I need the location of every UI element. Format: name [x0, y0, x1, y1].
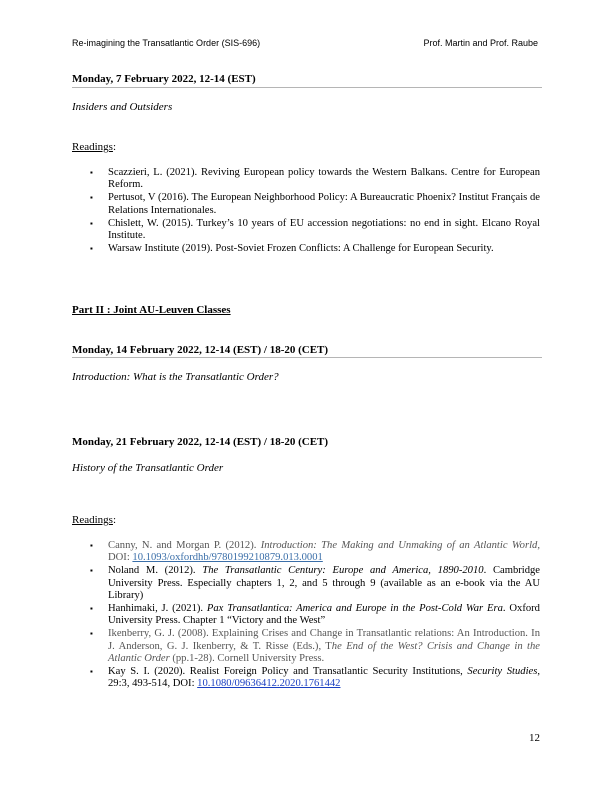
bullet-icon: ▪ [90, 244, 93, 254]
list-item [72, 565, 540, 602]
header-course-title: Re-imagining the Transatlantic Order (SIS-696) [72, 38, 261, 48]
reading-text: Pertusot, V (2016). The European Neighborhood Policy: A Bureaucratic Phoenix? Institut Français de Relations Internationales. [108, 192, 540, 216]
reading-list [72, 540, 540, 691]
reading-text: Warsaw Institute (2019). Post-Soviet Frozen Conflicts: A Challenge for European Security. [108, 243, 494, 255]
session-date-heading: Monday, 7 February 2022, 12-14 (EST) [72, 73, 256, 85]
reading-details: . Cambridge University Press. Especially chapters 1, 2, and 5 through 9 (available as an e-book via the AU Library) [108, 565, 541, 601]
reading-list [72, 167, 540, 256]
list-item [72, 218, 540, 242]
heading-rule [72, 357, 542, 358]
readings-colon: : [112, 514, 117, 526]
reading-author: Hanhimaki, J. (2021). [108, 603, 207, 615]
bullet-icon: ▪ [90, 168, 93, 177]
readings-heading [72, 514, 116, 526]
reading-text: Scazzieri, L. (2021). Reviving European policy towards the Western Balkans. Centre for European Reform. [108, 167, 540, 191]
readings-heading [72, 141, 116, 153]
page-number: 12 [529, 732, 540, 744]
doi-link[interactable]: 10.1080/09636412.2020.1761442 [197, 678, 341, 690]
session-topic: Insiders and Outsiders [72, 101, 173, 113]
reading-doi-label: DOI: [108, 552, 133, 564]
readings-label: Readings [72, 514, 113, 526]
reading-title: Introduction: The Making and Unmaking of an Atlantic World, [260, 540, 540, 551]
reading-author: Kay S. I. (2020). Realist Foreign Policy and Transatlantic Security Institutions, [108, 666, 468, 678]
bullet-icon: ▪ [90, 604, 93, 614]
list-item [72, 167, 540, 191]
reading-author: Ikenberry, G. J. (2008). Explaining Crises and Change in Transatlantic relations: An Introduction. In J. Anderson, G. J. Ikenberry, & T. Risse (Eds.), T [108, 628, 540, 652]
reading-author: Canny, N. and Morgan P. (2012). [108, 540, 261, 551]
reading-title: he End of the West? Crisis and Change in the Atlantic Order [108, 640, 540, 664]
session-topic: History of the Transatlantic Order [72, 462, 224, 474]
session-topic: Introduction: What is the Transatlantic Order? [72, 371, 279, 383]
bullet-icon: ▪ [90, 541, 93, 550]
list-item [72, 192, 540, 216]
session-date-heading: Monday, 21 February 2022, 12-14 (EST) / 18-20 (CET) [72, 436, 329, 448]
list-item [72, 243, 540, 255]
reading-details: (pp.1-28). Cornell University Press. [169, 652, 325, 664]
list-item [72, 540, 540, 564]
session-date-heading: Monday, 14 February 2022, 12-14 (EST) / 18-20 (CET) [72, 344, 329, 356]
list-item [72, 603, 540, 627]
bullet-icon: ▪ [90, 218, 93, 228]
reading-title: The Transatlantic Century: Europe and America, 1890-2010 [202, 565, 484, 577]
doi-link[interactable]: 10.1093/oxfordhb/9780199210879.013.0001 [132, 552, 323, 564]
list-item [72, 666, 540, 690]
list-item [72, 628, 540, 665]
reading-details: . Oxford University Press. Chapter 1 “Victory and the West” [108, 603, 540, 627]
bullet-icon: ▪ [90, 193, 93, 203]
bullet-icon: ▪ [90, 629, 93, 639]
reading-text: Chislett, W. (2015). Turkey’s 10 years of EU accession negotiations: no end in sight. Elcano Royal Institute. [108, 217, 540, 242]
readings-label: Readings [72, 141, 113, 153]
reading-journal: Security Studies [467, 666, 538, 678]
heading-rule [72, 87, 542, 88]
header-instructors: Prof. Martin and Prof. Raube [423, 38, 538, 48]
reading-author: Noland M. (2012). [108, 565, 203, 577]
bullet-icon: ▪ [90, 667, 93, 677]
part-title: Part II : Joint AU-Leuven Classes [72, 304, 231, 316]
bullet-icon: ▪ [90, 566, 93, 576]
reading-details: , 29:3, 493-514, DOI: [108, 666, 540, 690]
readings-colon: : [112, 141, 117, 153]
reading-title: Pax Transatlantica: America and Europe in the Post-Cold War Era [206, 603, 503, 615]
